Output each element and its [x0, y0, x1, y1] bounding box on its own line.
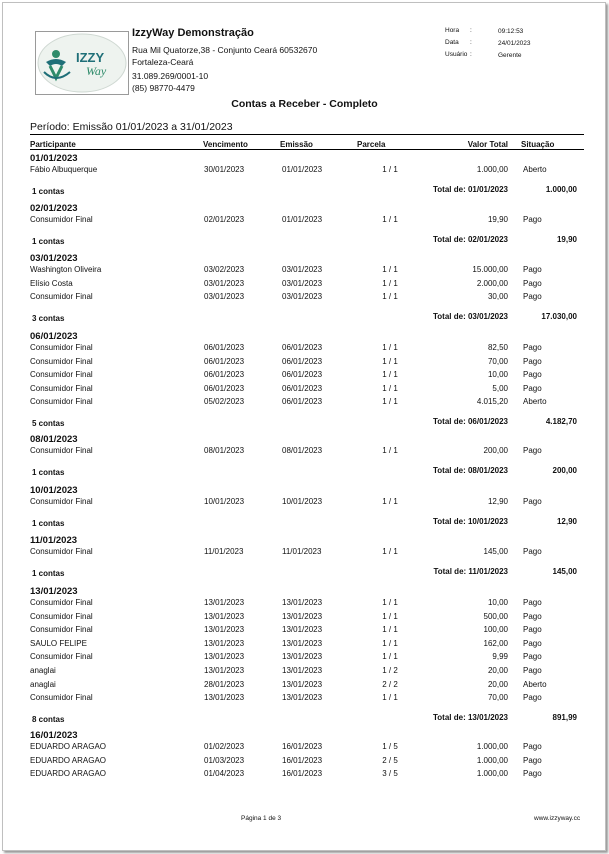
cell-emissao: 13/01/2023: [282, 611, 323, 621]
header-divider: [30, 134, 584, 135]
cell-valor-total: 30,00: [487, 292, 508, 302]
page-number: Página 1 de 3: [241, 815, 282, 822]
cell-participante: Fábio Albuquerque: [30, 165, 98, 174]
usuario-value: Gerente: [498, 52, 522, 59]
cell-parcela: 1 / 1: [382, 547, 398, 556]
cell-valor-total: 12,90: [487, 497, 508, 506]
cell-valor-total: 15.000,00: [472, 265, 508, 274]
cell-participante: EDUARDO ARAGAO: [30, 742, 107, 751]
cell-situacao: Pago: [523, 666, 542, 675]
cell-situacao: Pago: [523, 769, 542, 779]
logo-icon: [36, 32, 128, 94]
group-date: 13/01/2023: [30, 586, 78, 597]
cell-participante: Consumidor Final: [30, 383, 93, 393]
group-count: 1 contas: [32, 467, 65, 477]
cell-emissao: 13/01/2023: [282, 679, 323, 689]
cell-situacao: Pago: [523, 693, 542, 703]
cell-vencimento: 01/03/2023: [204, 755, 245, 765]
cell-vencimento: 13/01/2023: [204, 611, 245, 621]
cell-situacao: Pago: [523, 265, 542, 274]
cell-emissao: 13/01/2023: [282, 652, 323, 662]
cell-emissao: 06/01/2023: [282, 370, 323, 380]
cell-emissao: 16/01/2023: [282, 742, 323, 751]
cell-emissao: 11/01/2023: [282, 547, 322, 556]
cell-situacao: Pago: [523, 446, 542, 455]
cell-situacao: Pago: [523, 547, 542, 556]
company-address: Rua Mil Quatorze,38 - Conjunto Ceará 60532670: [132, 45, 318, 55]
hora-sep: :: [470, 27, 472, 34]
cell-parcela: 1 / 1: [382, 356, 398, 366]
usuario-label: Usuário: [445, 51, 468, 58]
group-count: 5 contas: [32, 419, 65, 428]
cell-parcela: 1 / 1: [382, 383, 398, 393]
cell-participante: Consumidor Final: [30, 370, 93, 380]
group-total-label: Total de: 01/01/2023: [433, 184, 508, 194]
cell-situacao: Pago: [523, 652, 542, 662]
group-total-label: Total de: 08/01/2023: [433, 465, 508, 475]
cell-situacao: Pago: [523, 625, 542, 635]
col-parcela: Parcela: [357, 140, 386, 149]
cell-parcela: 1 / 1: [382, 638, 398, 648]
cell-emissao: 06/01/2023: [282, 397, 323, 407]
cell-parcela: 2 / 5: [382, 755, 398, 765]
footer-site: www.izzyway.cc: [534, 815, 581, 822]
cell-vencimento: 06/01/2023: [204, 343, 245, 352]
cell-valor-total: 1.000,00: [476, 769, 508, 779]
cell-vencimento: 06/01/2023: [204, 356, 245, 366]
cell-vencimento: 03/02/2023: [204, 265, 245, 274]
cell-vencimento: 13/01/2023: [204, 666, 245, 675]
cell-valor-total: 5,00: [492, 383, 508, 393]
cell-participante: Consumidor Final: [30, 446, 93, 455]
cell-valor-total: 162,00: [483, 638, 508, 648]
cell-parcela: 1 / 1: [382, 625, 398, 635]
report-title: Contas a Receber - Completo: [231, 98, 378, 110]
cell-valor-total: 10,00: [487, 598, 508, 607]
group-count: 3 contas: [32, 313, 65, 323]
report-period: Período: Emissão 01/01/2023 a 31/01/2023: [30, 121, 233, 133]
group-total-label: Total de: 11/01/2023: [433, 566, 508, 576]
group-total-value: 200,00: [552, 465, 577, 475]
group-count: 1 contas: [32, 568, 65, 578]
svg-text:IZZY: IZZY: [76, 50, 105, 65]
company-logo: [35, 31, 129, 95]
cell-situacao: Aberto: [523, 165, 547, 174]
cell-emissao: 03/01/2023: [282, 292, 323, 302]
cell-parcela: 1 / 1: [382, 165, 398, 174]
company-name: IzzyWay Demonstração: [132, 27, 254, 39]
cell-parcela: 1 / 2: [382, 666, 398, 675]
group-total-label: Total de: 03/01/2023: [433, 311, 508, 321]
group-total-value: 145,00: [552, 566, 577, 576]
cell-vencimento: 28/01/2023: [204, 679, 245, 689]
cell-parcela: 1 / 5: [382, 742, 398, 751]
cell-parcela: 1 / 1: [382, 215, 398, 224]
group-total-label: Total de: 13/01/2023: [433, 712, 508, 722]
group-date: 06/01/2023: [30, 331, 78, 342]
cell-valor-total: 1.000,00: [476, 165, 508, 174]
cell-valor-total: 70,00: [487, 693, 508, 703]
group-count: 8 contas: [32, 714, 65, 724]
cell-situacao: Aberto: [523, 679, 547, 689]
cell-valor-total: 20,00: [487, 666, 508, 675]
cell-parcela: 1 / 1: [382, 611, 398, 621]
cell-parcela: 1 / 1: [382, 292, 398, 302]
cell-emissao: 16/01/2023: [282, 769, 323, 779]
cell-vencimento: 06/01/2023: [204, 370, 245, 380]
columns-divider: [30, 149, 584, 150]
cell-parcela: 2 / 2: [382, 679, 398, 689]
col-participante: Participante: [30, 140, 76, 149]
cell-emissao: 13/01/2023: [282, 638, 323, 648]
cell-parcela: 1 / 1: [382, 693, 398, 703]
cell-vencimento: 05/02/2023: [204, 397, 245, 407]
cell-situacao: Pago: [523, 278, 542, 288]
cell-vencimento: 08/01/2023: [204, 446, 245, 455]
cell-valor-total: 500,00: [483, 611, 508, 621]
cell-participante: EDUARDO ARAGAO: [30, 769, 107, 779]
group-count: 1 contas: [32, 236, 65, 246]
cell-valor-total: 145,00: [483, 547, 508, 556]
data-label: Data: [445, 39, 459, 46]
cell-emissao: 13/01/2023: [282, 625, 323, 635]
cell-participante: SAULO FELIPE: [30, 638, 87, 648]
cell-emissao: 08/01/2023: [282, 446, 323, 455]
cell-situacao: Pago: [523, 497, 542, 506]
group-date: 16/01/2023: [30, 730, 78, 741]
cell-vencimento: 03/01/2023: [204, 292, 245, 302]
cell-participante: Consumidor Final: [30, 343, 93, 352]
cell-situacao: Pago: [523, 611, 542, 621]
cell-vencimento: 11/01/2023: [204, 547, 244, 556]
cell-emissao: 06/01/2023: [282, 383, 323, 393]
cell-vencimento: 13/01/2023: [204, 638, 245, 648]
cell-valor-total: 200,00: [483, 446, 508, 455]
cell-emissao: 13/01/2023: [282, 598, 323, 607]
cell-valor-total: 10,00: [487, 370, 508, 380]
cell-valor-total: 1.000,00: [476, 742, 508, 751]
cell-participante: Consumidor Final: [30, 497, 93, 506]
hora-label: Hora: [445, 27, 460, 34]
cell-situacao: Pago: [523, 343, 542, 352]
group-count: 1 contas: [32, 518, 65, 528]
group-total-label: Total de: 06/01/2023: [433, 417, 508, 426]
cell-situacao: Pago: [523, 215, 542, 224]
cell-valor-total: 2.000,00: [476, 278, 508, 288]
cell-parcela: 1 / 1: [382, 446, 398, 455]
group-total-value: 4.182,70: [545, 417, 577, 426]
cell-situacao: Aberto: [523, 397, 547, 407]
group-date: 11/01/2023: [30, 535, 78, 546]
cell-parcela: 1 / 1: [382, 497, 398, 506]
cell-vencimento: 10/01/2023: [204, 497, 245, 506]
cell-participante: Consumidor Final: [30, 625, 93, 635]
cell-situacao: Pago: [523, 755, 542, 765]
cell-valor-total: 100,00: [483, 625, 508, 635]
cell-valor-total: 70,00: [487, 356, 508, 366]
data-value: 24/01/2023: [498, 40, 531, 47]
cell-participante: Consumidor Final: [30, 356, 93, 366]
cell-parcela: 1 / 1: [382, 598, 398, 607]
cell-parcela: 1 / 1: [382, 652, 398, 662]
group-date: 03/01/2023: [30, 253, 78, 264]
usuario-sep: :: [470, 51, 472, 58]
cell-parcela: 1 / 1: [382, 265, 398, 274]
cell-vencimento: 30/01/2023: [204, 165, 245, 174]
cell-emissao: 01/01/2023: [282, 215, 323, 224]
cell-valor-total: 9,99: [492, 652, 508, 662]
col-situacao: Situação: [521, 140, 555, 149]
cell-parcela: 3 / 5: [382, 769, 398, 779]
company-cnpj: 31.089.269/0001-10: [132, 71, 209, 81]
cell-participante: Consumidor Final: [30, 292, 93, 302]
cell-participante: anaglai: [30, 666, 56, 675]
cell-valor-total: 20,00: [487, 679, 508, 689]
col-vencimento: Vencimento: [203, 140, 248, 149]
group-date: 10/01/2023: [30, 485, 78, 496]
col-valor-total: Valor Total: [467, 140, 508, 149]
cell-emissao: 13/01/2023: [282, 693, 323, 703]
company-city: Fortaleza-Ceará: [132, 57, 194, 67]
hora-value: 09:12:53: [498, 28, 524, 35]
cell-valor-total: 1.000,00: [476, 755, 508, 765]
cell-vencimento: 13/01/2023: [204, 693, 245, 703]
cell-valor-total: 82,50: [487, 343, 508, 352]
cell-parcela: 1 / 1: [382, 370, 398, 380]
cell-situacao: Pago: [523, 742, 542, 751]
cell-situacao: Pago: [523, 638, 542, 648]
company-phone: (85) 98770-4479: [132, 83, 195, 93]
cell-vencimento: 03/01/2023: [204, 278, 245, 288]
group-total-value: 19,90: [556, 234, 577, 244]
cell-vencimento: 06/01/2023: [204, 383, 245, 393]
cell-participante: Washington Oliveira: [30, 265, 102, 274]
svg-text:Way: Way: [86, 64, 107, 78]
cell-emissao: 01/01/2023: [282, 165, 323, 174]
col-emissao: Emissão: [280, 140, 313, 149]
group-count: 1 contas: [32, 186, 65, 196]
group-total-value: 1.000,00: [545, 184, 577, 194]
cell-vencimento: 13/01/2023: [204, 625, 245, 635]
cell-situacao: Pago: [523, 383, 542, 393]
cell-vencimento: 13/01/2023: [204, 598, 245, 607]
cell-vencimento: 13/01/2023: [204, 652, 245, 662]
cell-participante: Consumidor Final: [30, 547, 93, 556]
cell-vencimento: 02/01/2023: [204, 215, 245, 224]
cell-emissao: 06/01/2023: [282, 343, 323, 352]
cell-emissao: 03/01/2023: [282, 265, 323, 274]
cell-parcela: 1 / 1: [382, 343, 398, 352]
cell-participante: Elísio Costa: [30, 278, 73, 288]
cell-participante: EDUARDO ARAGAO: [30, 755, 107, 765]
cell-situacao: Pago: [523, 370, 542, 380]
cell-situacao: Pago: [523, 598, 542, 607]
cell-participante: Consumidor Final: [30, 652, 93, 662]
cell-vencimento: 01/04/2023: [204, 769, 245, 779]
group-total-value: 17.030,00: [541, 311, 577, 321]
cell-emissao: 06/01/2023: [282, 356, 323, 366]
cell-parcela: 1 / 1: [382, 397, 398, 407]
cell-participante: Consumidor Final: [30, 693, 93, 703]
cell-parcela: 1 / 1: [382, 278, 398, 288]
cell-valor-total: 4.015,20: [476, 397, 508, 407]
cell-emissao: 10/01/2023: [282, 497, 323, 506]
cell-emissao: 13/01/2023: [282, 666, 323, 675]
group-total-value: 12,90: [556, 516, 577, 526]
cell-participante: Consumidor Final: [30, 611, 93, 621]
group-total-label: Total de: 10/01/2023: [433, 516, 508, 526]
cell-participante: Consumidor Final: [30, 397, 93, 407]
group-date: 02/01/2023: [30, 203, 78, 214]
cell-valor-total: 19,90: [487, 215, 508, 224]
group-date: 08/01/2023: [30, 434, 78, 445]
group-total-value: 891,99: [552, 712, 577, 722]
cell-participante: anaglai: [30, 679, 56, 689]
group-total-label: Total de: 02/01/2023: [433, 234, 508, 244]
cell-emissao: 03/01/2023: [282, 278, 323, 288]
group-date: 01/01/2023: [30, 153, 78, 164]
cell-participante: Consumidor Final: [30, 598, 93, 607]
cell-situacao: Pago: [523, 356, 542, 366]
cell-vencimento: 01/02/2023: [204, 742, 245, 751]
cell-situacao: Pago: [523, 292, 542, 302]
cell-emissao: 16/01/2023: [282, 755, 323, 765]
cell-participante: Consumidor Final: [30, 215, 93, 224]
data-sep: :: [470, 39, 472, 46]
